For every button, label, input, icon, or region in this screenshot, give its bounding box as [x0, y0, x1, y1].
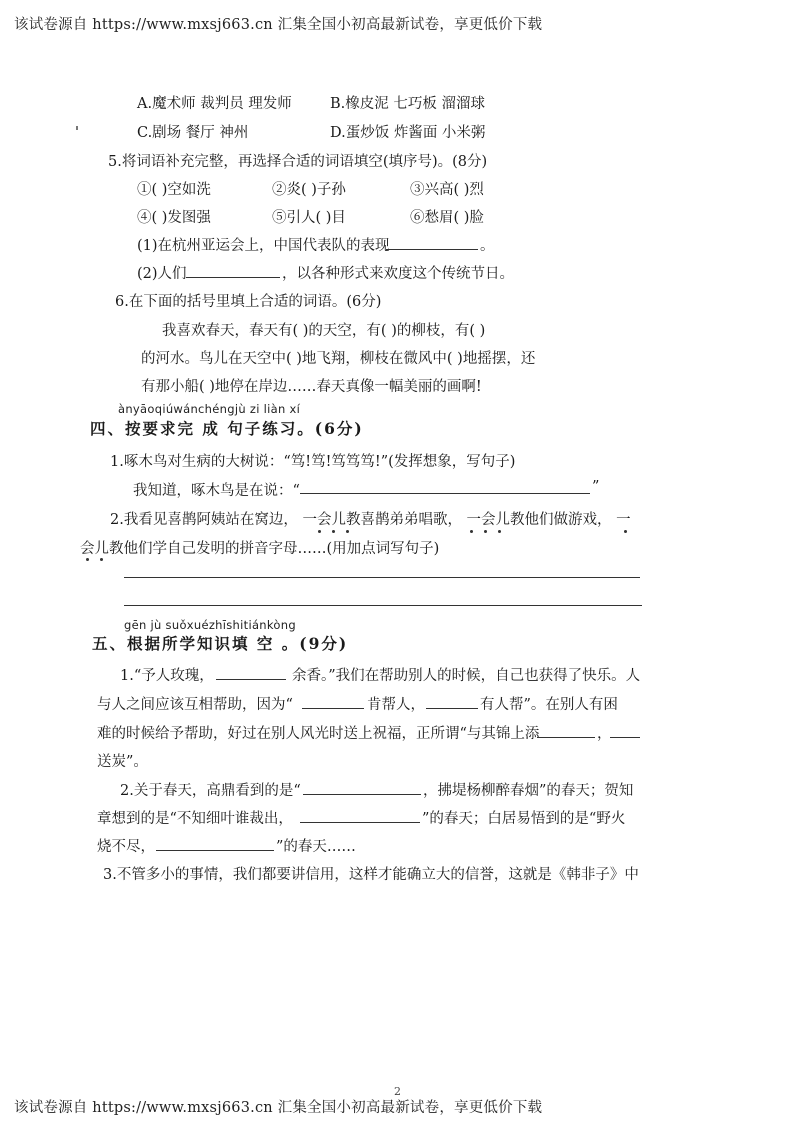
s4-q1-answer-lead: 我知道，啄木鸟是在说：“ [133, 483, 300, 499]
option-a: A.魔术师 裁判员 理发师 [137, 96, 292, 112]
q5-sentence-1: (1)在杭州亚运会上，中国代表队的表现 [137, 238, 390, 254]
emphasis-dot [346, 530, 349, 533]
q5-item-2: ②炎( )子孙 [272, 182, 346, 198]
q5-item-6: ⑥愁眉( )脸 [410, 210, 484, 226]
s4-q1: 1.啄木鸟对生病的大树说：“笃!笃!笃笃笃!”(发挥想象，写句子) [110, 454, 516, 470]
blank-line[interactable] [303, 794, 421, 795]
s4-q2-line-2: 会儿教他们学自己发明的拼音字母……(用加点词写句子) [80, 541, 440, 557]
source-header: 该试卷源自 https://www.mxsj663.cn 汇集全国小初高最新试卷，享更低价下载 [14, 17, 543, 33]
s5-q2-line-2b: ”的春天；白居易悟到的是“野火 [422, 811, 626, 827]
s5-q1-line-3a: 难的时候给予帮助，好过在别人风光时送上祝福，正所谓“与其锦上添 [97, 726, 540, 742]
blank-line[interactable] [300, 822, 420, 823]
emphasis-dot [100, 558, 103, 561]
q5-item-1: ①( )空如洗 [137, 182, 211, 198]
s5-q1-line-2a: 与人之间应该互相帮助，因为“ [97, 697, 293, 713]
section-4-title: 四、按要求完 成 句子练习。(6分) [90, 419, 364, 438]
blank-line[interactable] [386, 249, 478, 250]
answer-line[interactable] [300, 493, 590, 494]
s5-q1-line-2b: 肯帮人， [367, 697, 425, 713]
blank-line[interactable] [426, 708, 478, 709]
source-footer: 该试卷源自 https://www.mxsj663.cn 汇集全国小初高最新试卷，享更低价下载 [14, 1100, 543, 1116]
s5-q2-line-3b: ”的春天…… [276, 839, 356, 855]
s5-q1-line-1a: 1.“予人玫瑰， [120, 668, 214, 684]
emphasis-dot [624, 530, 627, 533]
blank-line[interactable] [537, 737, 595, 738]
emphasis-dot [318, 530, 321, 533]
scan-speck [76, 126, 78, 130]
answer-line[interactable] [124, 577, 640, 578]
option-c: C.剧场 餐厅 神州 [137, 125, 249, 141]
q5-item-3: ③兴高( )烈 [410, 182, 484, 198]
q5-item-4: ④( )发图强 [137, 210, 211, 226]
s5-q1-line-2c: 有人帮”。在别人有困 [480, 697, 618, 713]
emphasis-dot [86, 558, 89, 561]
option-b: B.橡皮泥 七巧板 溜溜球 [330, 96, 485, 112]
q6-line-1: 我喜欢春天，春天有( )的天空，有( )的柳枝，有( ) [162, 323, 486, 339]
q5-title: 5.将词语补充完整，再选择合适的词语填空(填序号)。(8分) [108, 154, 488, 170]
s5-q1-line-3b: ， [597, 726, 612, 742]
page-number: 2 [394, 1085, 401, 1098]
emphasis-dot [470, 530, 473, 533]
emphasis-dot [484, 530, 487, 533]
s5-q1-line-1b: 余香。”我们在帮助别人的时候，自己也获得了快乐。人 [292, 668, 641, 684]
blank-line[interactable] [302, 708, 364, 709]
q5-sentence-2: (2)人们 [137, 266, 187, 282]
blank-line[interactable] [156, 850, 274, 851]
emphasis-dot [498, 530, 501, 533]
section-5-title: 五、根据所学知识填 空 。(9分) [92, 634, 349, 653]
q5-sentence-1-end: 。 [480, 238, 495, 254]
q5-item-5: ⑤引人( )目 [272, 210, 346, 226]
s5-q2-line-1b: ，拂堤杨柳醉春烟”的春天；贺知 [423, 783, 634, 799]
section-4-pinyin: ànyāoqiúwánchéngjù zi liàn xí [118, 402, 301, 416]
option-d: D.蛋炒饭 炸酱面 小米粥 [330, 125, 486, 141]
q6-title: 6.在下面的括号里填上合适的词语。(6分) [115, 294, 382, 310]
blank-line[interactable] [186, 277, 280, 278]
s5-q2-line-3a: 烧不尽， [97, 839, 155, 855]
s4-q1-close-quote: ” [592, 479, 600, 495]
s5-q1-line-4: 送炭”。 [97, 754, 148, 770]
section-5-pinyin: gēn jù suǒxuézhīshitiánkòng [124, 618, 296, 632]
s5-q3-line-1: 3.不管多小的事情，我们都要讲信用，这样才能确立大的信誉，这就是《韩非子》中 [103, 867, 639, 883]
blank-line[interactable] [216, 679, 286, 680]
answer-line[interactable] [124, 605, 642, 606]
emphasis-dot [332, 530, 335, 533]
s4-q2-line-1: 2.我看见喜鹊阿姨站在窝边， 一会儿教喜鹊弟弟唱歌， 一会儿教他们做游戏， 一 [110, 512, 631, 528]
s5-q2-line-2a: 章想到的是“不知细叶谁裁出， [97, 811, 293, 827]
q5-sentence-2-end: ，以各种形式来欢度这个传统节日。 [282, 266, 514, 282]
blank-line[interactable] [610, 737, 640, 738]
q6-line-2: 的河水。鸟儿在天空中( )地飞翔，柳枝在微风中( )地摇摆，还 [141, 351, 536, 367]
q6-line-3: 有那小船( )地停在岸边……春天真像一幅美丽的画啊! [141, 379, 482, 395]
s5-q2-line-1a: 2.关于春天，高鼎看到的是“ [120, 783, 301, 799]
